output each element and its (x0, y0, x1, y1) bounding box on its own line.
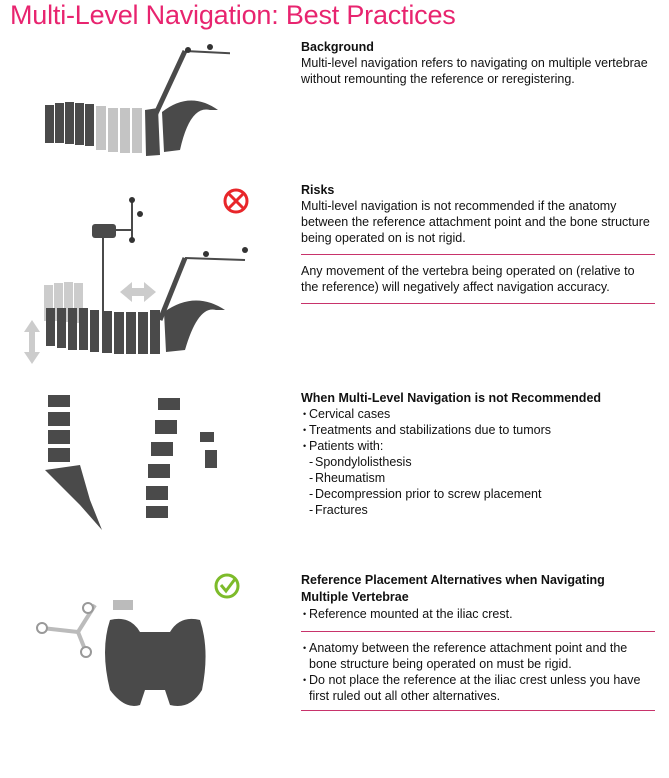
list-item: • Treatments and stabilizations due to tumors (301, 422, 655, 438)
alternatives-heading: Reference Placement Alternatives when Navigating Multiple Vertebrae (301, 573, 605, 604)
background-section (301, 39, 655, 87)
divider (301, 710, 655, 711)
divider (301, 303, 655, 304)
check-icon (216, 575, 238, 597)
alternatives-section (301, 572, 655, 719)
risks-text-1: Multi-level navigation is not recommended if the anatomy between the reference attachment point and the bone structure being operated on is not rigid. (301, 199, 650, 245)
divider (301, 631, 655, 632)
list-item: • Patients with: (301, 438, 655, 454)
sub-list-item: - Spondylolisthesis (301, 454, 655, 470)
list-item: • Cervical cases (301, 406, 655, 422)
list-item: • Do not place the reference at the iliac crest unless you have first ruled out all other alternatives. (301, 672, 655, 704)
background-text: Multi-level navigation refers to navigating on multiple vertebrae without remounting the reference or reregistering. (301, 56, 648, 86)
not-recommended-heading: When Multi-Level Navigation is not Recommended (301, 391, 602, 405)
risks-heading: Risks (301, 183, 335, 197)
risks-text-2: Any movement of the vertebra being operated on (relative to the reference) will negatively affect navigation accuracy. (301, 264, 635, 294)
warning-x-icon (225, 190, 247, 212)
background-heading: Background (301, 40, 374, 54)
spine-conditions-illustration (40, 390, 240, 530)
risks-section (301, 182, 655, 312)
pelvis-reference-illustration (30, 570, 250, 710)
divider (301, 254, 655, 255)
spine-reference-illustration (40, 40, 230, 170)
sub-list-item: - Decompression prior to screw placement (301, 486, 655, 502)
sub-list-item: - Rheumatism (301, 470, 655, 486)
spine-movement-illustration (20, 180, 260, 370)
page-title: Multi-Level Navigation: Best Practices (10, 0, 456, 30)
sub-list-item: - Fractures (301, 502, 655, 518)
list-item: • Anatomy between the reference attachment point and the bone structure being operated on must be rigid. (301, 640, 655, 672)
list-item: • Reference mounted at the iliac crest. (301, 606, 655, 623)
not-recommended-section (301, 390, 655, 518)
